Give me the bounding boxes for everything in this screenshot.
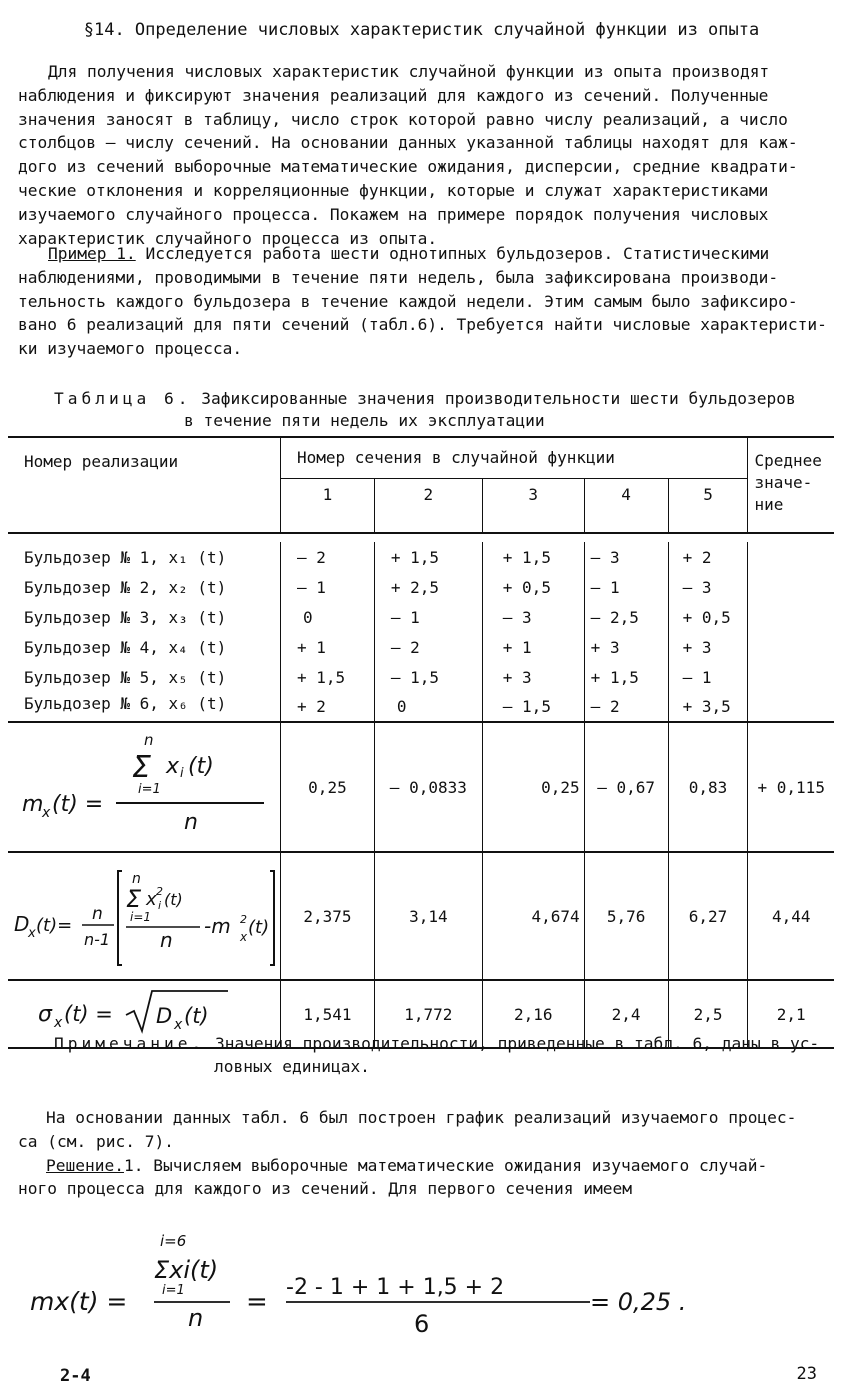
svg-text:σ: σ <box>38 1002 52 1027</box>
section-number: 2 <box>374 478 482 533</box>
row-label: Бульдозер № 3, x₃ (t) <box>24 607 227 627</box>
svg-text:(t): (t) <box>188 754 214 779</box>
table-cell: – 3 <box>584 542 668 572</box>
example-line: ки изучаемого процесса. <box>18 339 243 359</box>
intro-line: наблюдения и фиксируют значения реализаций для каждого из сечений. Полученные <box>18 85 769 105</box>
table-cell: – 1 <box>374 602 482 632</box>
svg-text:i: i <box>158 899 162 912</box>
eq-lhs: mx(t) = <box>30 1287 128 1316</box>
eq-denominator-value: 6 <box>414 1310 430 1338</box>
svg-text:Σ: Σ <box>132 750 151 785</box>
table-row <box>8 692 834 722</box>
solution-label: Решение. <box>46 1155 124 1175</box>
row-label: Бульдозер № 6, x₆ (t) <box>24 694 227 713</box>
dispersion-formula <box>8 852 281 980</box>
table-cell: 4,674 <box>482 852 584 980</box>
section-number: 5 <box>668 478 748 533</box>
row-label: Бульдозер № 4, x₄ (t) <box>24 637 227 657</box>
svg-text:n-1: n-1 <box>84 930 111 949</box>
table-cell: – 3 <box>668 572 748 602</box>
table-cell: + 1,5 <box>281 662 375 692</box>
header-mean: Среднее значе-ние <box>748 437 834 533</box>
table-cell: + 1 <box>281 632 375 662</box>
row-label: Бульдозер № 5, x₅ (t) <box>24 667 227 687</box>
table-cell: 6,27 <box>668 852 748 980</box>
table-row <box>8 632 834 662</box>
svg-text:x: x <box>240 930 248 944</box>
svg-text:D: D <box>156 1004 173 1028</box>
table-caption <box>54 388 834 432</box>
table-cell: 2,4 <box>584 980 668 1048</box>
table-cell: + 3 <box>584 632 668 662</box>
dispersion-row <box>8 852 834 980</box>
row-label: Бульдозер № 1, x₁ (t) <box>24 547 227 567</box>
note-line: Значения производительности, приведенные в табл. 6, даны в ус- <box>205 1034 820 1053</box>
table-cell: 4,44 <box>748 852 834 980</box>
table-cell: – 2 <box>374 632 482 662</box>
eq-sum-body: Σxi(t) <box>154 1256 219 1284</box>
table-cell: + 3 <box>482 662 584 692</box>
section-number: 4 <box>584 478 668 533</box>
intro-line: Для получения числовых характеристик случайной функции из опыта производят <box>48 62 770 81</box>
table-row <box>8 662 834 692</box>
example-label: Пример 1. <box>48 244 136 263</box>
after-line: са (см. рис. 7). <box>18 1131 174 1151</box>
intro-line: значения заносят в таблицу, число строк которой равно числу реализаций, а число <box>18 109 788 129</box>
intro-line: характеристик случайного процесса из опыта. <box>18 228 438 248</box>
eq-sum-top: i=6 <box>160 1232 187 1250</box>
table-cell: 0,83 <box>668 722 748 852</box>
table-cell: 1,772 <box>374 980 482 1048</box>
table-caption-line: Зафиксированные значения производительности шести бульдозеров <box>191 389 796 408</box>
svg-text:x: x <box>42 805 51 821</box>
eq-result: = 0,25 . <box>590 1288 687 1316</box>
table-cell: + 2,5 <box>374 572 482 602</box>
eq-sum-bottom: i=1 <box>162 1283 185 1298</box>
svg-text:x: x <box>166 754 180 779</box>
svg-text:2: 2 <box>156 885 163 898</box>
svg-text:i=1: i=1 <box>138 782 161 797</box>
svg-text:(t) =: (t) = <box>64 1002 113 1026</box>
table-note <box>54 1032 834 1078</box>
table-cell: – 2 <box>281 542 375 572</box>
table-cell: – 1,5 <box>374 662 482 692</box>
svg-text:n: n <box>184 810 198 835</box>
table-cell: – 1 <box>584 572 668 602</box>
page-number: 23 <box>796 1364 817 1384</box>
svg-text:m: m <box>22 792 44 817</box>
mean-formula-graphic <box>8 723 280 847</box>
table-cell: – 0,67 <box>584 722 668 852</box>
table-cell: – 0,0833 <box>374 722 482 852</box>
example-line: наблюдениями, проводимыми в течение пяти недель, была зафиксирована производи- <box>18 267 779 287</box>
table-cell: – 1,5 <box>482 692 584 722</box>
row-label: Бульдозер № 2, x₂ (t) <box>24 577 227 597</box>
svg-text:-m: -m <box>204 914 231 938</box>
section-heading: §14. Определение числовых характеристик случайной функции из опыта <box>83 20 760 40</box>
table-cell: 3,14 <box>374 852 482 980</box>
section-number: 3 <box>482 478 584 533</box>
table-cell: + 1,5 <box>482 542 584 572</box>
svg-text:x: x <box>54 1015 63 1031</box>
table-row <box>8 542 834 572</box>
table-cell: + 2 <box>281 692 375 722</box>
intro-line: столбцов – числу сечений. На основании данных указанной таблицы находят для каж- <box>18 133 798 153</box>
svg-text:n: n <box>160 928 173 952</box>
svg-text:(t): (t) <box>248 917 270 938</box>
svg-text:(t): (t) <box>164 890 183 909</box>
intro-line: дого из сечений выборочные математические ожидания, дисперсии, средние квадрати- <box>18 157 798 177</box>
eq-denominator: n <box>188 1304 204 1332</box>
svg-text:x: x <box>174 1017 183 1033</box>
table-cell: – 3 <box>482 602 584 632</box>
table-cell: – 2 <box>584 692 668 722</box>
svg-text:n: n <box>144 731 154 749</box>
table-cell: 2,1 <box>748 980 834 1048</box>
mean-formula <box>8 722 281 852</box>
table-cell: + 1,5 <box>374 542 482 572</box>
table-caption-line: в течение пяти недель их эксплуатации <box>184 411 545 430</box>
table-cell: 2,5 <box>668 980 748 1048</box>
svg-text:x: x <box>146 889 157 910</box>
after-paragraph <box>18 1106 838 1201</box>
after-line: На основании данных табл. 6 был построен график реализаций изучаемого процес- <box>46 1108 797 1127</box>
table-cell: 0,25 <box>482 722 584 852</box>
table-cell: 2,375 <box>281 852 375 980</box>
example-line: тельность каждого бульдозера в течение каждой недели. Этим самым было зафиксиро- <box>18 291 798 311</box>
section-number: 1 <box>281 478 375 533</box>
table-cell: 1,541 <box>281 980 375 1048</box>
table-cell: 2,16 <box>482 980 584 1048</box>
table-cell: 5,76 <box>584 852 668 980</box>
example-line: вано 6 реализаций для пяти сечений (табл.6). Требуется найти числовые характеристи- <box>18 315 827 335</box>
table-cell: + 1,5 <box>584 662 668 692</box>
table-cell: + 1 <box>482 632 584 662</box>
intro-paragraph <box>18 60 838 250</box>
table-cell: + 0,115 <box>748 722 834 852</box>
example-line: Исследуется работа шести однотипных бульдозеров. Статистическими <box>135 244 770 263</box>
svg-text:i: i <box>180 766 184 781</box>
dispersion-formula-graphic <box>8 853 280 975</box>
table-cell: – 1 <box>668 662 748 692</box>
table-cell: + 0,5 <box>482 572 584 602</box>
example-paragraph <box>18 242 838 361</box>
table-cell: – 2,5 <box>584 602 668 632</box>
table-cell: + 3,5 <box>668 692 748 722</box>
svg-text:n: n <box>92 904 103 924</box>
table-cell: 0 <box>281 602 375 632</box>
table-cell: 0,25 <box>281 722 375 852</box>
table-cell: 0 <box>374 692 482 722</box>
table-cell: – 1 <box>281 572 375 602</box>
svg-text:n: n <box>132 871 141 887</box>
table-caption-label: Таблица 6. <box>54 389 192 408</box>
note-line: ловных единицах. <box>214 1057 370 1076</box>
table-row <box>8 572 834 602</box>
svg-text:D: D <box>14 912 30 936</box>
svg-text:(t) =: (t) = <box>52 792 104 817</box>
svg-text:(t): (t) <box>184 1004 209 1028</box>
table-cell: + 0,5 <box>668 602 748 632</box>
header-realization: Номер реализации <box>8 437 281 533</box>
footer-signature: 2-4 <box>60 1366 91 1386</box>
intro-line: изучаемого случайного процесса. Покажем на примере порядок получения числовых <box>18 204 769 224</box>
svg-text:i=1: i=1 <box>130 910 152 924</box>
note-label: Примечание. <box>54 1034 206 1053</box>
svg-text:2: 2 <box>240 913 247 926</box>
intro-line: ческие отклонения и корреляционные функции, которые и служат характеристиками <box>18 180 769 200</box>
svg-text:=: = <box>246 1287 268 1317</box>
mean-row <box>8 722 834 852</box>
svg-text:Σ: Σ <box>126 885 142 913</box>
table-cell: + 2 <box>668 542 748 572</box>
table-cell: + 3 <box>668 632 748 662</box>
data-table <box>8 436 834 1049</box>
solution-line: 1. Вычисляем выборочные математические ожидания изучаемого случай- <box>123 1155 768 1175</box>
solution-line: ного процесса для каждого из сечений. Для первого сечения имеем <box>18 1179 632 1199</box>
svg-text:x: x <box>28 926 36 941</box>
mean-equation <box>30 1228 790 1338</box>
eq-numerator: -2 - 1 + 1 + 1,5 + 2 <box>286 1275 505 1300</box>
svg-text:(t)=: (t)= <box>36 915 73 936</box>
table-row <box>8 602 834 632</box>
header-section: Номер сечения в случайной функции <box>281 437 748 478</box>
